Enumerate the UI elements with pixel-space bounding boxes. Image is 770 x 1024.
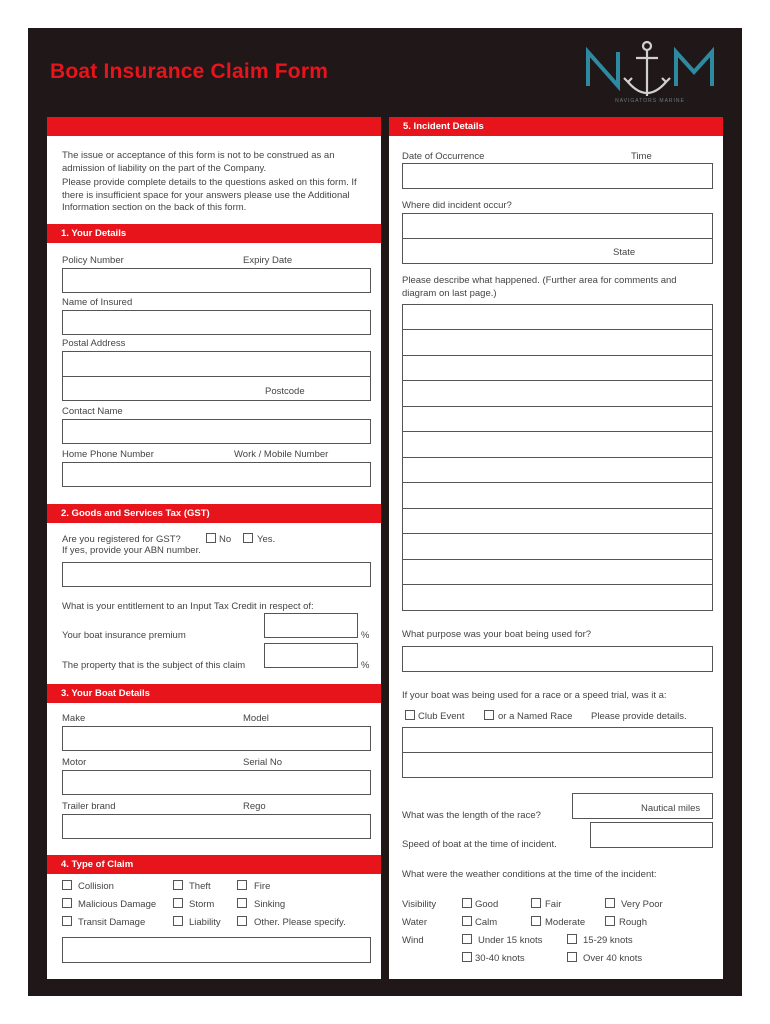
home-phone-label: Home Phone Number [62, 449, 154, 460]
contact-name-label: Contact Name [62, 406, 123, 417]
other-specify-field[interactable] [62, 937, 371, 963]
section-heading-claim-type: 4. Type of Claim [47, 855, 381, 874]
wind-under-15-checkbox[interactable] [462, 934, 472, 944]
description-line[interactable] [402, 431, 713, 458]
property-percent: % [361, 660, 370, 671]
date-of-occurrence-label: Date of Occurrence [402, 151, 485, 162]
wind-15-29-label: 15-29 knots [583, 935, 633, 946]
sinking-checkbox[interactable] [237, 898, 247, 908]
postal-address-field-1[interactable] [62, 351, 371, 377]
transit-damage-checkbox[interactable] [62, 916, 72, 926]
name-of-insured-field[interactable] [62, 310, 371, 335]
theft-label: Theft [189, 881, 211, 892]
liability-checkbox[interactable] [173, 916, 183, 926]
abn-field[interactable] [62, 562, 371, 587]
description-line[interactable] [402, 355, 713, 381]
named-race-checkbox[interactable] [484, 710, 494, 720]
race-details-field-2[interactable] [402, 752, 713, 778]
purpose-label: What purpose was your boat being used for? [402, 629, 592, 640]
description-line[interactable] [402, 406, 713, 432]
logo-tagline: NAVIGATORS MARINE [615, 98, 685, 104]
make-label: Make [62, 713, 86, 724]
time-label: Time [631, 151, 652, 162]
theft-checkbox[interactable] [173, 880, 183, 890]
policy-number-label: Policy Number [62, 255, 124, 266]
make-model-field[interactable] [62, 726, 371, 751]
left-top-bar [47, 117, 381, 136]
water-rough-checkbox[interactable] [605, 916, 615, 926]
gst-no-label: No [219, 534, 232, 545]
motor-serial-field[interactable] [62, 770, 371, 795]
speed-label: Speed of boat at the time of incident. [402, 839, 557, 850]
nautical-miles-label: Nautical miles [641, 803, 701, 814]
gst-registered-question: Are you registered for GST? [62, 534, 181, 545]
race-details-field-1[interactable] [402, 727, 713, 753]
section-heading-your-details: 1. Your Details [47, 224, 381, 243]
serial-label: Serial No [243, 757, 283, 768]
description-line[interactable] [402, 380, 713, 407]
wind-over-40-checkbox[interactable] [567, 952, 577, 962]
speed-field[interactable] [590, 822, 713, 848]
wind-15-29-checkbox[interactable] [567, 934, 577, 944]
purpose-field[interactable] [402, 646, 713, 672]
contact-name-field[interactable] [62, 419, 371, 444]
where-label: Where did incident occur? [402, 200, 512, 211]
postal-address-label: Postal Address [62, 338, 126, 349]
storm-label: Storm [189, 899, 215, 910]
water-label: Water [402, 917, 427, 928]
visibility-very-poor-label: Very Poor [621, 899, 663, 910]
description-line[interactable] [402, 457, 713, 483]
policy-number-field[interactable] [62, 268, 371, 293]
collision-label: Collision [78, 881, 114, 892]
visibility-good-checkbox[interactable] [462, 898, 472, 908]
weather-question: What were the weather conditions at the time of the incident: [402, 869, 657, 880]
other-label: Other. Please specify. [254, 917, 346, 928]
description-line[interactable] [402, 304, 713, 330]
intro-paragraph-2: Please provide complete details to the questions asked on this form. If there is insufficient space for your answers please use the Additional Information section on the back of this form. [62, 177, 357, 213]
malicious-damage-label: Malicious Damage [78, 899, 157, 910]
visibility-fair-checkbox[interactable] [531, 898, 541, 908]
collision-checkbox[interactable] [62, 880, 72, 890]
intro-paragraph-1: The issue or acceptance of this form is not to be construed as an admission of liability on the part of the Company. [62, 150, 335, 174]
premium-itc-field[interactable] [264, 613, 358, 638]
race-question: If your boat was being used for a race or a speed trial, was it a: [402, 690, 667, 701]
property-label: The property that is the subject of this claim [62, 660, 246, 671]
race-length-label: What was the length of the race? [402, 810, 541, 821]
malicious-damage-checkbox[interactable] [62, 898, 72, 908]
describe-label: Please describe what happened. (Further area for comments and diagram on last page.) [402, 275, 677, 299]
date-time-field[interactable] [402, 163, 713, 189]
section-heading-boat: 3. Your Boat Details [47, 684, 381, 703]
work-mobile-label: Work / Mobile Number [234, 449, 329, 460]
visibility-label: Visibility [402, 899, 437, 910]
motor-label: Motor [62, 757, 87, 768]
abn-label: If yes, provide your ABN number. [62, 545, 201, 556]
postcode-label: Postcode [265, 386, 305, 397]
description-line[interactable] [402, 482, 713, 509]
trailer-label: Trailer brand [62, 801, 116, 812]
description-line[interactable] [402, 533, 713, 560]
itc-question: What is your entitlement to an Input Tax Credit in respect of: [62, 601, 314, 612]
gst-no-checkbox[interactable] [206, 533, 216, 543]
where-field-1[interactable] [402, 213, 713, 239]
provide-details-label: Please provide details. [591, 711, 687, 722]
where-field-2[interactable] [402, 238, 713, 264]
transit-damage-label: Transit Damage [78, 917, 146, 928]
property-itc-field[interactable] [264, 643, 358, 668]
wind-under-15-label: Under 15 knots [478, 935, 543, 946]
water-moderate-label: Moderate [545, 917, 586, 928]
rego-label: Rego [243, 801, 266, 812]
visibility-very-poor-checkbox[interactable] [605, 898, 615, 908]
sinking-label: Sinking [254, 899, 286, 910]
premium-label: Your boat insurance premium [62, 630, 186, 641]
description-line[interactable] [402, 559, 713, 585]
wind-30-40-label: 30-40 knots [475, 953, 525, 964]
named-race-label: or a Named Race [498, 711, 573, 722]
section-heading-incident: 5. Incident Details [389, 117, 723, 136]
visibility-fair-label: Fair [545, 899, 562, 910]
fire-checkbox[interactable] [237, 880, 247, 890]
state-label: State [613, 247, 636, 258]
description-line[interactable] [402, 584, 713, 611]
wind-over-40-label: Over 40 knots [583, 953, 643, 964]
form-title: Boat Insurance Claim Form [50, 60, 329, 83]
premium-percent: % [361, 630, 370, 641]
wind-30-40-checkbox[interactable] [462, 952, 472, 962]
other-checkbox[interactable] [237, 916, 247, 926]
gst-yes-label: Yes. [257, 534, 276, 545]
water-rough-label: Rough [619, 917, 647, 928]
trailer-rego-field[interactable] [62, 814, 371, 839]
section-heading-gst: 2. Goods and Services Tax (GST) [47, 504, 381, 523]
model-label: Model [243, 713, 269, 724]
visibility-good-label: Good [475, 899, 499, 910]
phone-field[interactable] [62, 462, 371, 487]
water-calm-label: Calm [475, 917, 498, 928]
wind-label: Wind [402, 935, 424, 946]
liability-label: Liability [189, 917, 221, 928]
club-event-label: Club Event [418, 711, 465, 722]
water-moderate-checkbox[interactable] [531, 916, 541, 926]
expiry-date-label: Expiry Date [243, 255, 293, 266]
fire-label: Fire [254, 881, 271, 892]
club-event-checkbox[interactable] [405, 710, 415, 720]
water-calm-checkbox[interactable] [462, 916, 472, 926]
name-of-insured-label: Name of Insured [62, 297, 133, 308]
storm-checkbox[interactable] [173, 898, 183, 908]
description-line[interactable] [402, 329, 713, 356]
gst-yes-checkbox[interactable] [243, 533, 253, 543]
postal-address-field-2[interactable] [62, 376, 371, 401]
description-line[interactable] [402, 508, 713, 534]
